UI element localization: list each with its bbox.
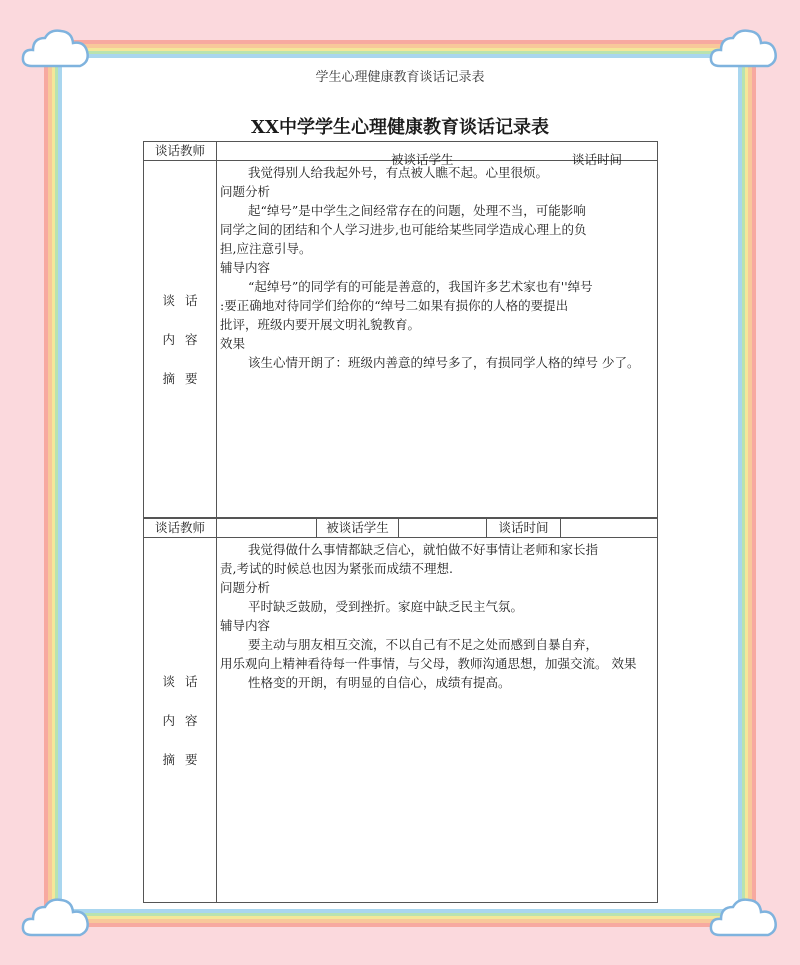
content-line: 起“绰号”是中学生之间经常存在的问题，处理不当，可能影响 xyxy=(248,203,586,218)
teacher-value-cell xyxy=(217,519,317,538)
content-line: 该生心情开朗了：班级内善意的绰号多了，有损同学人格的绰号 少了。 xyxy=(248,355,640,370)
content-line: 要主动与朋友相互交流，不以自己有不足之处而感到自暴自弃， xyxy=(248,637,599,652)
cloud-icon xyxy=(708,895,780,941)
summary-side-label: 谈 话 内 容 摘 要 xyxy=(144,538,217,903)
talk-content-cell xyxy=(217,538,658,903)
time-label: 谈话时间 xyxy=(487,519,561,538)
teacher-label: 谈话教师 xyxy=(144,519,217,538)
talk-content-cell xyxy=(217,161,658,518)
student-label: 被谈话学生 xyxy=(391,152,454,167)
content-line: 平时缺乏鼓励，受到挫折。家庭中缺乏民主气氛。 xyxy=(248,599,524,614)
rainbow-border-right xyxy=(738,48,756,917)
content-line: 责,考试的时候总也因为紧张而成绩不理想. xyxy=(220,561,453,576)
time-label: 谈话时间 xyxy=(572,152,623,167)
content-line: 我觉得做什么事情都缺乏信心，就怕做不好事情让老师和家长指 xyxy=(248,542,599,557)
content-line: 性格变的开朗，有明显的自信心，成绩有提高。 xyxy=(248,675,511,690)
content-line: 我觉得别人给我起外号，有点被人瞧不起。心里很烦。 xyxy=(248,165,549,180)
student-value-cell xyxy=(399,519,487,538)
time-value-cell xyxy=(561,519,658,538)
header-right-cell xyxy=(217,142,658,167)
content-line: 用乐观向上精神看待每一件事情，与父母，教师沟通思想，加强交流。 效果 xyxy=(220,656,637,671)
section-heading: 辅导内容 xyxy=(220,618,271,633)
teacher-label: 谈话教师 xyxy=(144,142,217,161)
document-title: XX中学学生心理健康教育谈话记录表 xyxy=(251,117,549,138)
section-heading: 辅导内容 xyxy=(220,260,271,275)
page-header: 学生心理健康教育谈话记录表 xyxy=(315,70,485,85)
table-header-row xyxy=(144,519,658,538)
cloud-icon xyxy=(20,895,92,941)
content-line: 担,应注意引导。 xyxy=(220,241,312,256)
content-line: 同学之间的团结和个人学习进步,也可能给某些同学造成心理上的负 xyxy=(220,222,587,237)
student-label: 被谈话学生 xyxy=(317,519,399,538)
content-line: :要正确地对待同学们给你的“绰号二如果有损你的人格的要提出 xyxy=(220,298,569,313)
content-line: 批评，班级内要开展文明礼貌教育。 xyxy=(220,317,421,332)
rainbow-border-top xyxy=(48,40,752,58)
table-header-row xyxy=(144,142,658,161)
section-heading: 问题分析 xyxy=(220,580,271,595)
section-heading: 效果 xyxy=(220,336,246,351)
content-line: “起绰号”的同学有的可能是善意的，我国许多艺术家也有''绰号 xyxy=(248,279,593,294)
section-heading: 问题分析 xyxy=(220,184,271,199)
talk-record-table-2 xyxy=(143,518,658,903)
talk-record-table-1 xyxy=(143,141,658,518)
summary-side-label: 谈 话 内 容 摘 要 xyxy=(144,161,217,518)
rainbow-border-left xyxy=(44,48,62,917)
rainbow-border-bottom xyxy=(48,909,752,927)
